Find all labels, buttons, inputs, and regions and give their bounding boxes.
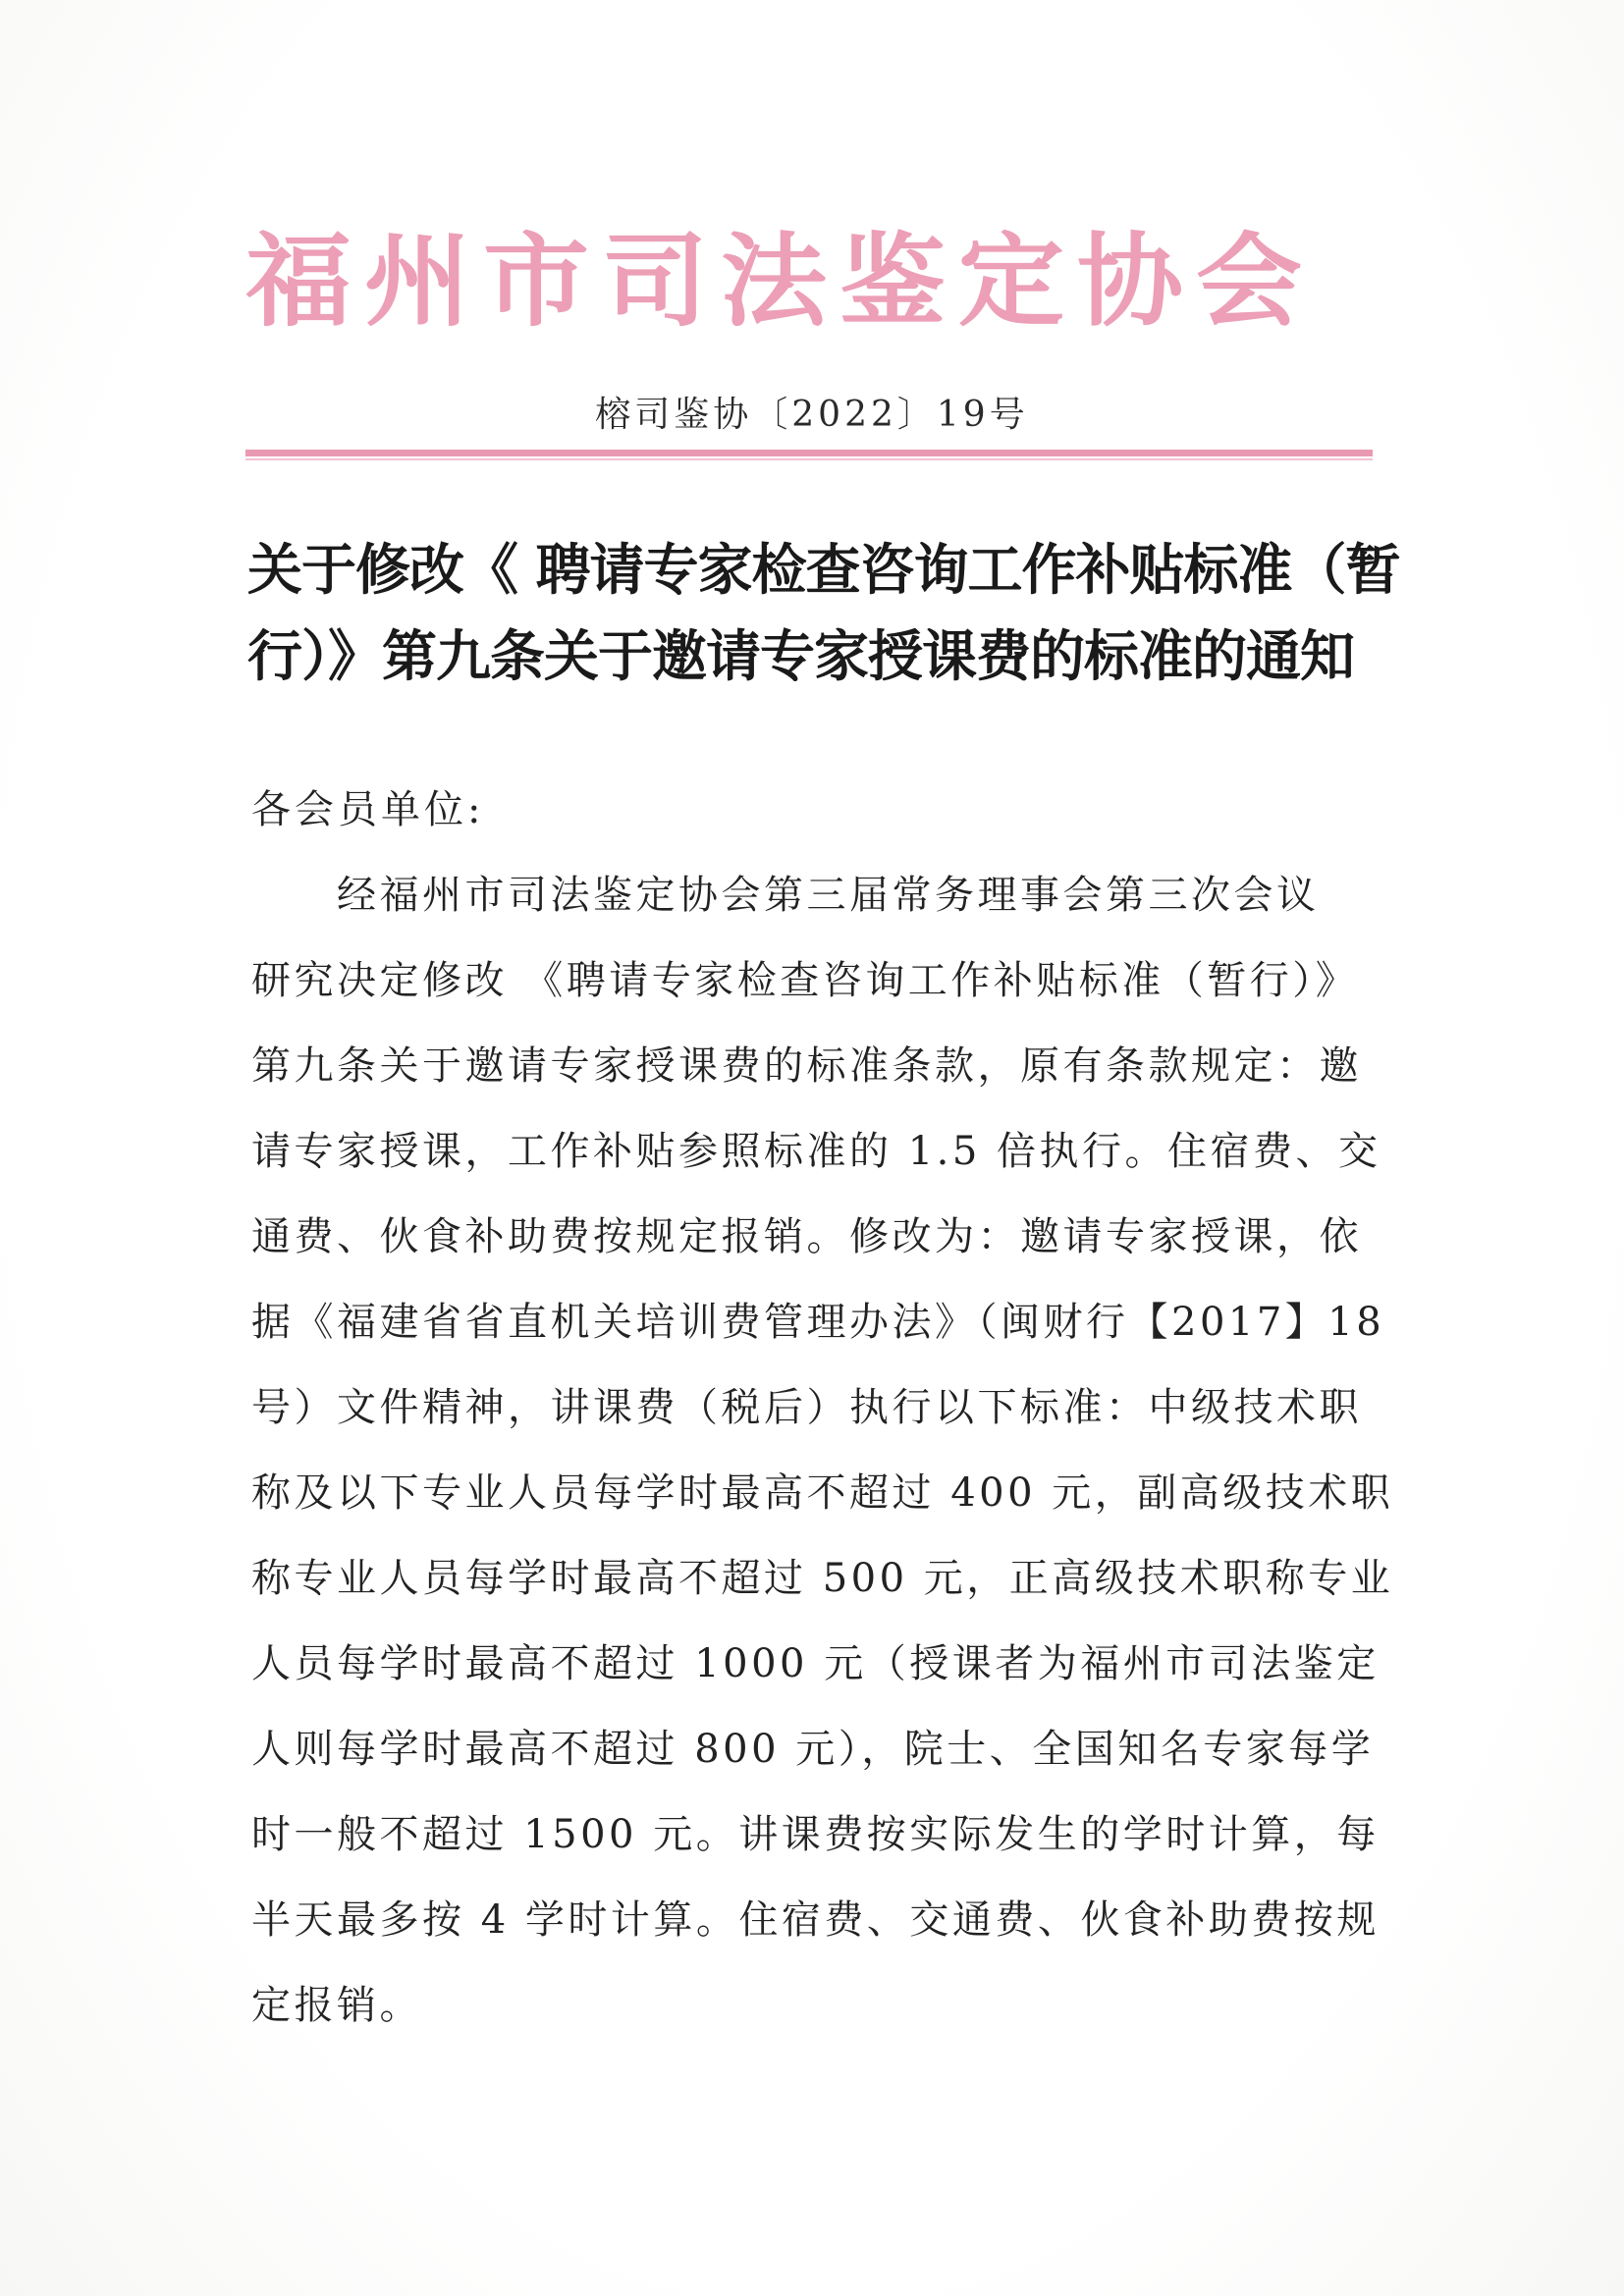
body-line: 第九条关于邀请专家授课费的标准条款，原有条款规定：邀 <box>251 1043 1362 1089</box>
body-line: 称专业人员每学时最高不超过 500 元，正高级技术职称专业 <box>251 1556 1394 1601</box>
document-title-line: 行）》第九条关于邀请专家授课费的标准的通知 <box>247 625 1354 689</box>
body-line: 人则每学时最高不超过 800 元），院士、全国知名专家每学 <box>251 1727 1375 1772</box>
body-line: 半天最多按 4 学时计算。住宿费、交通费、伙食补助费按规 <box>251 1897 1380 1943</box>
body-line: 称及以下专业人员每学时最高不超过 400 元，副高级技术职 <box>251 1470 1394 1516</box>
document-title-line: 关于修改《 聘请专家检查咨询工作补贴标准（暂 <box>247 539 1400 603</box>
letterhead-organization-name: 福州市司法鉴定协会 <box>245 223 1316 341</box>
body-line: 定报销。 <box>251 1983 422 2028</box>
salutation: 各会员单位: <box>251 787 485 832</box>
body-line: 经福州市司法鉴定协会第三届常务理事会第三次会议 <box>251 873 1320 918</box>
letterhead-red-rule <box>245 450 1373 456</box>
document-number: 榕司鉴协〔2022〕19号 <box>595 395 1029 435</box>
body-paragraph <box>251 866 1394 2061</box>
body-line: 人员每学时最高不超过 1000 元（授课者为福州市司法鉴定 <box>251 1641 1380 1686</box>
body-line: 请专家授课，工作补贴参照标准的 1.5 倍执行。住宿费、交 <box>251 1129 1381 1174</box>
body-line: 研究决定修改 《聘请专家检查咨询工作补贴标准（暂行）》 <box>251 958 1359 1003</box>
letterhead-red-rule-thin <box>245 458 1373 460</box>
body-line: 据《福建省省直机关培训费管理办法》（闽财行【2017】18 <box>251 1300 1385 1345</box>
document-title <box>247 528 1400 701</box>
body-line: 时一般不超过 1500 元。讲课费按实际发生的学时计算，每 <box>251 1812 1380 1857</box>
body-line: 通费、伙食补助费按规定报销。修改为：邀请专家授课，依 <box>251 1214 1362 1259</box>
body-line: 号）文件精神，讲课费（税后）执行以下标准：中级技术职 <box>251 1385 1362 1430</box>
